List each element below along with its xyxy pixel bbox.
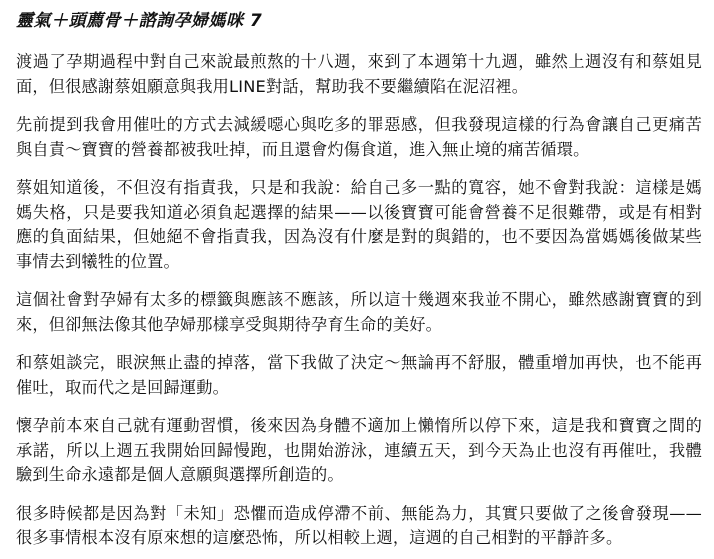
paragraph-4: 這個社會對孕婦有太多的標籤與應該不應該，所以這十幾週來我並不開心，雖然感謝寶寶的到來，但卻無法像其他孕婦那樣享受與期待孕育生命的美好。 bbox=[16, 290, 702, 334]
paragraph-7: 很多時候都是因為對「未知」恐懼而造成停滯不前、無能為力，其實只要做了之後會發現——很多事情根本沒有原來想的這麼恐怖，所以相較上週，這週的自己相對的平靜許多。 bbox=[16, 503, 702, 547]
paragraph-1: 渡過了孕期過程中對自己來說最煎熬的十八週，來到了本週第十九週，雖然上週沒有和蔡姐見面，但很感謝蔡姐願意與我用LINE對話，幫助我不要繼續陷在泥沼裡。 bbox=[16, 52, 702, 96]
paragraph-5: 和蔡姐談完，眼淚無止盡的掉落，當下我做了決定～無論再不舒服，體重增加再快，也不能再催吐，取而代之是回歸運動。 bbox=[16, 353, 702, 397]
paragraph-2: 先前提到我會用催吐的方式去減緩噁心與吃多的罪惡感，但我發現這樣的行為會讓自己更痛苦與自責～寶寶的營養都被我吐掉，而且還會灼傷食道，進入無止境的痛苦循環。 bbox=[16, 115, 702, 159]
paragraph-6: 懷孕前本來自己就有運動習慣，後來因為身體不適加上懶惰所以停下來，這是我和寶寶之間的承諾，所以上週五我開始回歸慢跑，也開始游泳，連續五天，到今天為止也沒有再催吐，我體驗到生命永遠都是個人意願與選擇所創造的。 bbox=[16, 416, 702, 484]
paragraph-3: 蔡姐知道後，不但沒有指責我，只是和我說：給自己多一點的寬容，她不會對我說：這樣是媽媽失格，只是要我知道必須負起選擇的結果——以後寶寶可能會營養不足很難帶，或是有相對應的負面結果，但她絕不會指責我，因為沒有什麼是對的與錯的，也不要因為當媽媽後做某些事情去到犧牲的位置。 bbox=[16, 178, 702, 271]
article-title: 靈氣＋頭薦骨＋諮詢孕婦媽咪 7 bbox=[16, 11, 263, 31]
